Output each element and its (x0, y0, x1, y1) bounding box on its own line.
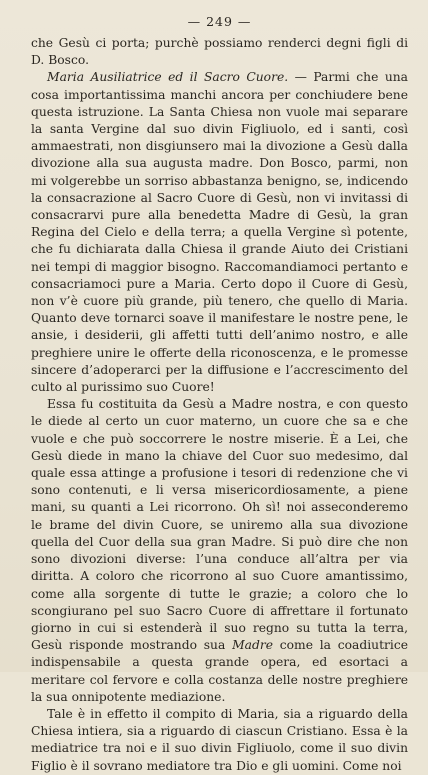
paragraph-mother (31, 396, 408, 706)
page-body (31, 35, 408, 775)
paragraph-text: — Parmi che una cosa importantissima manchi ancora per conchiudere bene questa istruzione. La Santa Chiesa non vuole mai separare la santa Vergine dal suo divin Figliuolo, ed i santi, così ammaestrati, non disgiunsero mai la divozione a Gesù dalla divozione alla sua augusta madre. Don Bosco, parmi, non mi volgerebbe un sorriso abbastanza benigno, se, indicendo la consacrazione al Sacro Cuore di Gesù, non vi invitassi di consacrarvi pure alla benedetta Madre di Gesù, la gran Regina del Cielo e della terra; a quella Vergine sì potente, che fu dichiarata dalla Chiesa il grande Aiuto dei Cristiani nei tempi di maggior bisogno. Raccomandiamoci pertanto e consacriamoci pure a Maria. Certo dopo il Cuore di Gesù, non v’è cuore più grande, più tenero, che quello di Maria. Quanto deve tornarci soave il manifestare le nostre pene, le ansie, i desiderii, gli affetti tutti dell’animo nostro, e alle preghiere unire le offerte della riconoscenza, e le promesse sincere d’adoperarci per la diffusione e l’accrescimento del culto al purissimo suo Cuore! (31, 70, 408, 395)
page-number: — 249 — (187, 14, 252, 29)
paragraph-sacred-heart (31, 69, 408, 396)
paragraph-continuation: che Gesù ci porta; purchè possiamo renderci degni figli di D. Bosco. (31, 36, 408, 68)
paragraph-text: come la coadiutrice indispensabile a questa grande opera, ed esortaci a meritare col fervore e colla costanza delle nostre preghiere la sua onnipotente mediazione. (31, 638, 409, 704)
emphasis-text: Madre (232, 638, 274, 653)
section-title: Maria Ausiliatrice ed il Sacro Cuore. (47, 70, 289, 85)
paragraph-text: Essa fu costituita da Gesù a Madre nostra, e con questo le diede al certo un cuor materno, un cuore che sa e che vuole e che può soccorrere le nostre miserie. È a Lei, che Gesù diede in mano la chiave del Cuor suo medesimo, dal quale essa attinge a profusione i tesori di redenzione che vi sono contenuti, e li versa misericordiosamente, a piene mani, su quanti a Lei ricorrono. Oh sì! noi asseconderemo le brame del divin Cuore, se uniremo alla sua divozione quella del Cuor della sua gran Madre. Si può dire che non sono divozioni diverse: l’una conduce all’altra per via diritta. A coloro che ricorrono al suo Cuore amantissimo, come alla sorgente di tutte le grazie; a coloro che lo scongiurano pel suo Sacro Cuore di affrettare il fortunato giorno in cui si estenderà il suo regno su tutta la terra, Gesù risponde mostrando sua (31, 397, 408, 653)
paragraph-mediatrix: Tale è in effetto il compito di Maria, sia a riguardo della Chiesa intiera, sia a riguardo di ciascun Cristiano. Essa è la mediatrice tra noi e il suo divin Figliuolo, come il suo divin Figlio è il sovrano mediatore tra Dio e gli uomini. Come noi (31, 706, 408, 773)
